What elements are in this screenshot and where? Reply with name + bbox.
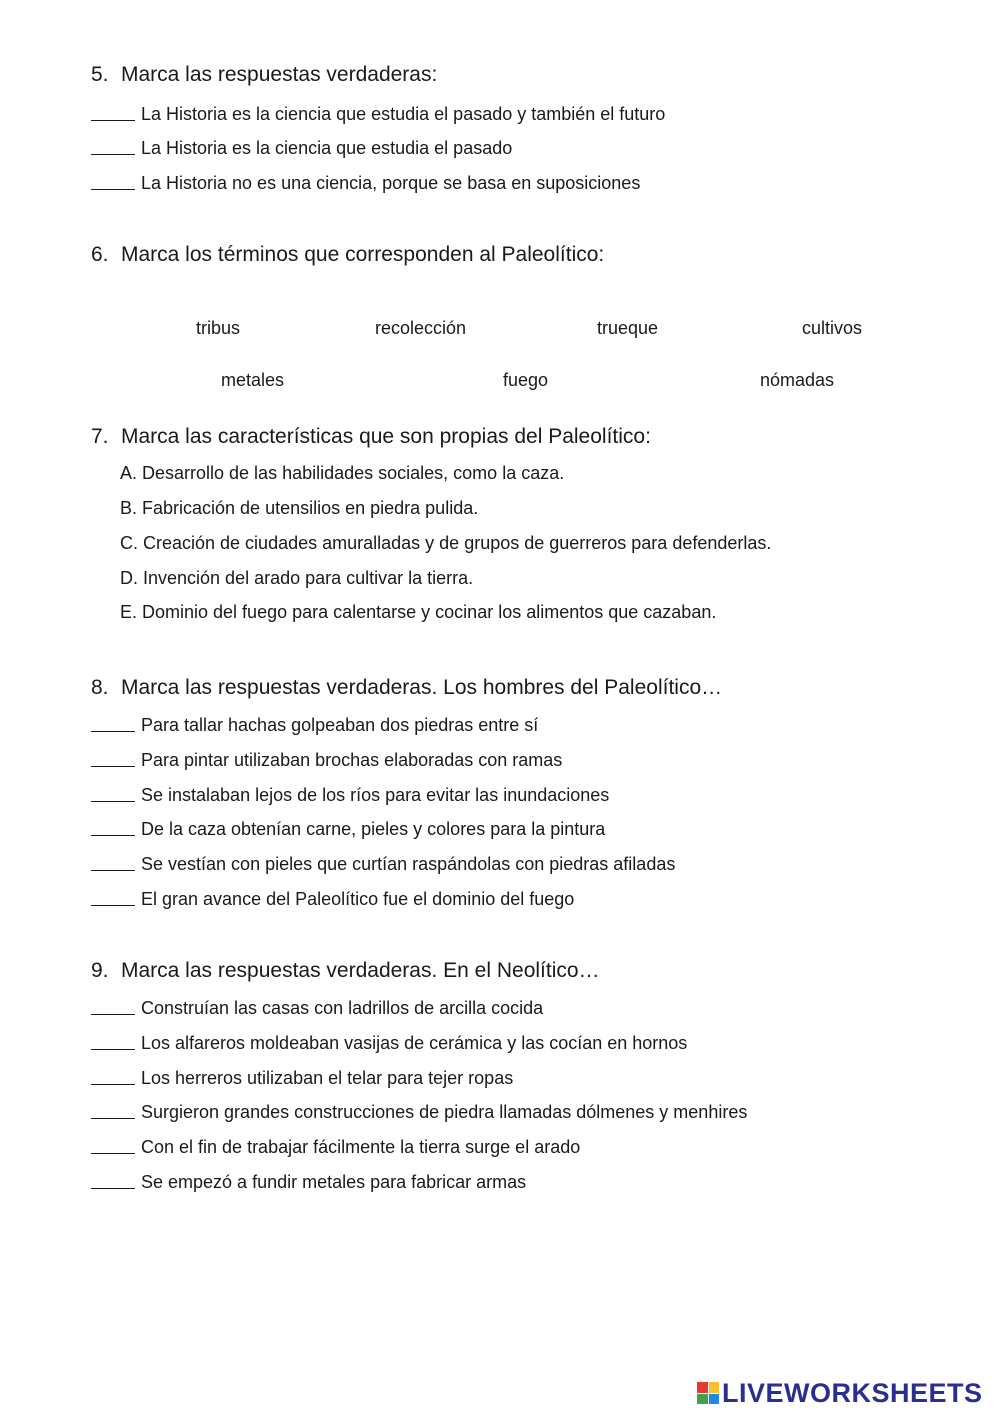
q8-statement[interactable]: Para tallar hachas golpeaban dos piedras entre sí [91, 715, 538, 736]
term-option[interactable]: cultivos [802, 318, 863, 338]
answer-blank[interactable] [91, 1048, 135, 1050]
term-option[interactable]: metales [221, 370, 285, 390]
term-option[interactable]: trueque [597, 318, 659, 338]
answer-blank[interactable] [91, 188, 135, 190]
q9-statement[interactable]: Los herreros utilizaban el telar para tejer ropas [91, 1068, 513, 1089]
q9-statement[interactable]: Los alfareros moldeaban vasijas de cerámica y las cocían en hornos [91, 1033, 687, 1054]
q5-statement[interactable]: La Historia no es una ciencia, porque se basa en suposiciones [91, 173, 640, 194]
q8-statement[interactable]: Se instalaban lejos de los ríos para evitar las inundaciones [91, 785, 609, 806]
liveworksheets-logo-icon [697, 1382, 719, 1404]
answer-blank[interactable] [91, 153, 135, 155]
question-9-title: 9. Marca las respuestas verdaderas. En el Neolítico… [91, 959, 600, 982]
answer-blank[interactable] [91, 730, 135, 732]
logo-square-green [697, 1394, 708, 1405]
answer-blank[interactable] [91, 1083, 135, 1085]
answer-blank[interactable] [91, 1187, 135, 1189]
term-option[interactable]: recolección [375, 318, 467, 338]
answer-blank[interactable] [91, 1152, 135, 1154]
logo-square-yellow [709, 1382, 720, 1393]
q9-statement[interactable]: Construían las casas con ladrillos de arcilla cocida [91, 998, 543, 1019]
q7-option-b[interactable]: B. Fabricación de utensilios en piedra pulida. [120, 498, 479, 518]
logo-square-blue [709, 1394, 720, 1405]
answer-blank[interactable] [91, 765, 135, 767]
q9-statement[interactable]: Se empezó a fundir metales para fabricar armas [91, 1172, 526, 1193]
q7-option-d[interactable]: D. Invención del arado para cultivar la tierra. [120, 568, 474, 588]
answer-blank[interactable] [91, 119, 135, 121]
q5-statement[interactable]: La Historia es la ciencia que estudia el pasado y también el futuro [91, 104, 665, 125]
liveworksheets-logo[interactable] [697, 1378, 983, 1408]
q8-statement[interactable]: Para pintar utilizaban brochas elaboradas con ramas [91, 750, 562, 771]
term-option[interactable]: fuego [503, 370, 549, 390]
q5-statement[interactable]: La Historia es la ciencia que estudia el pasado [91, 138, 512, 159]
question-5-title: 5. Marca las respuestas verdaderas: [91, 63, 438, 86]
term-option[interactable]: nómadas [760, 370, 835, 390]
answer-blank[interactable] [91, 800, 135, 802]
answer-blank[interactable] [91, 834, 135, 836]
question-8-title: 8. Marca las respuestas verdaderas. Los hombres del Paleolítico… [91, 676, 723, 699]
q8-statement[interactable]: Se vestían con pieles que curtían raspándolas con piedras afiladas [91, 854, 675, 875]
q7-option-a[interactable]: A. Desarrollo de las habilidades sociales, como la caza. [120, 463, 565, 483]
term-option[interactable]: tribus [196, 318, 241, 338]
question-7-title: 7. Marca las características que son propias del Paleolítico: [91, 425, 651, 448]
answer-blank[interactable] [91, 1117, 135, 1119]
answer-blank[interactable] [91, 869, 135, 871]
q8-statement[interactable]: El gran avance del Paleolítico fue el dominio del fuego [91, 889, 574, 910]
q9-statement[interactable]: Surgieron grandes construcciones de piedra llamadas dólmenes y menhires [91, 1102, 747, 1123]
question-6-title: 6. Marca los términos que corresponden al Paleolítico: [91, 243, 605, 266]
liveworksheets-wordmark: LIVEWORKSHEETS [722, 1377, 983, 1408]
q8-statement[interactable]: De la caza obtenían carne, pieles y colores para la pintura [91, 819, 605, 840]
q7-option-c[interactable]: C. Creación de ciudades amuralladas y de grupos de guerreros para defenderlas. [120, 533, 772, 553]
q9-statement[interactable]: Con el fin de trabajar fácilmente la tierra surge el arado [91, 1137, 580, 1158]
q7-option-e[interactable]: E. Dominio del fuego para calentarse y cocinar los alimentos que cazaban. [120, 602, 717, 622]
answer-blank[interactable] [91, 904, 135, 906]
logo-square-red [697, 1382, 708, 1393]
answer-blank[interactable] [91, 1013, 135, 1015]
